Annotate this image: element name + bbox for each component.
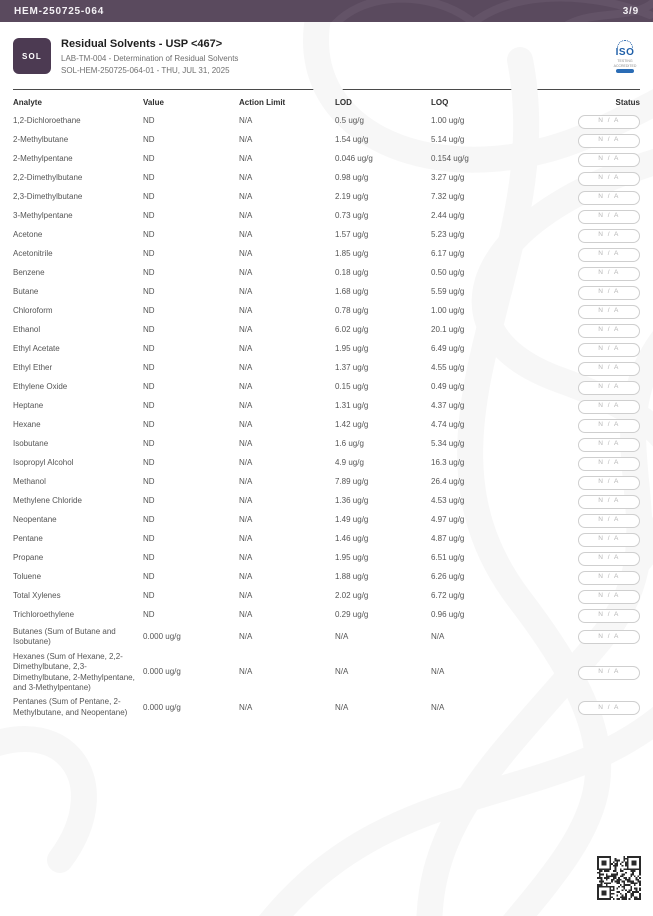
table-rows	[13, 112, 640, 720]
loq-cell: 3.27 ug/g	[431, 173, 465, 183]
analyte-cell: 2,2-Dimethylbutane	[13, 173, 83, 183]
analyte-cell: Heptane	[13, 401, 44, 411]
value-cell: ND	[143, 477, 155, 487]
status-badge: N / A	[578, 286, 640, 300]
value-cell: ND	[143, 154, 155, 164]
loq-cell: N/A	[431, 702, 445, 712]
value-cell: ND	[143, 553, 155, 563]
table-row	[13, 416, 640, 435]
status-cell	[576, 132, 640, 150]
status-badge: N / A	[578, 153, 640, 167]
analyte-cell: Butanes (Sum of Butane and Isobutane)	[13, 627, 116, 647]
lod-cell: 1.57 ug/g	[335, 230, 369, 240]
loq-cell: 4.37 ug/g	[431, 401, 465, 411]
loq-cell: 6.51 ug/g	[431, 553, 465, 563]
analyte-cell: Isopropyl Alcohol	[13, 458, 74, 468]
column-header-action-limit: Action Limit	[239, 98, 286, 107]
action-limit-cell: N/A	[239, 439, 253, 449]
status-cell	[576, 341, 640, 359]
analyte-cell: Total Xylenes	[13, 591, 61, 601]
analyte-cell: 2-Methylpentane	[13, 154, 73, 164]
table-row	[13, 150, 640, 169]
table-row	[13, 625, 640, 650]
status-badge: N / A	[578, 419, 640, 433]
loq-cell: N/A	[431, 632, 445, 642]
lod-cell: 0.73 ug/g	[335, 211, 369, 221]
action-limit-cell: N/A	[239, 667, 253, 677]
lod-cell: 0.15 ug/g	[335, 382, 369, 392]
analyte-cell: Hexane	[13, 420, 41, 430]
analyte-cell: Ethanol	[13, 325, 41, 335]
top-bar	[0, 0, 653, 22]
table-row	[13, 606, 640, 625]
status-badge: N / A	[578, 267, 640, 281]
lod-cell: 1.36 ug/g	[335, 496, 369, 506]
loq-cell: 0.154 ug/g	[431, 154, 469, 164]
lod-cell: 1.46 ug/g	[335, 534, 369, 544]
action-limit-cell: N/A	[239, 135, 253, 145]
table-row	[13, 283, 640, 302]
lod-cell: 4.9 ug/g	[335, 458, 364, 468]
value-cell: ND	[143, 534, 155, 544]
table-row	[13, 264, 640, 283]
iso-logo-subtext: TESTING ACCREDITED	[613, 59, 637, 68]
action-limit-cell: N/A	[239, 401, 253, 411]
value-cell: 0.000 ug/g	[143, 632, 181, 642]
status-cell	[576, 151, 640, 169]
value-cell: 0.000 ug/g	[143, 667, 181, 677]
table-row	[13, 435, 640, 454]
status-badge: N / A	[578, 495, 640, 509]
analyte-cell: Toluene	[13, 572, 42, 582]
value-cell: ND	[143, 344, 155, 354]
table-row	[13, 188, 640, 207]
loq-cell: 16.3 ug/g	[431, 458, 465, 468]
loq-cell: 2.44 ug/g	[431, 211, 465, 221]
lod-cell: 2.02 ug/g	[335, 591, 369, 601]
value-cell: ND	[143, 382, 155, 392]
analyte-cell: Hexanes (Sum of Hexane, 2,2-Dimethylbutane, 2,3-Dimethylbutane, 2-Methylpentane, and 3-Methylpentane)	[13, 651, 135, 692]
lod-cell: 1.88 ug/g	[335, 572, 369, 582]
status-cell	[576, 569, 640, 587]
loq-cell: 6.49 ug/g	[431, 344, 465, 354]
table-row	[13, 321, 640, 340]
action-limit-cell: N/A	[239, 591, 253, 601]
table-row	[13, 695, 640, 720]
analyte-cell: Acetone	[13, 230, 43, 240]
status-cell	[576, 208, 640, 226]
analyte-cell: Trichloroethylene	[13, 610, 75, 620]
lod-cell: 1.95 ug/g	[335, 553, 369, 563]
loq-cell: 5.34 ug/g	[431, 439, 465, 449]
loq-cell: 1.00 ug/g	[431, 116, 465, 126]
column-header-analyte: Analyte	[13, 98, 42, 107]
analyte-cell: 3-Methylpentane	[13, 211, 73, 221]
loq-cell: 6.26 ug/g	[431, 572, 465, 582]
status-badge: N / A	[578, 552, 640, 566]
table-row	[13, 359, 640, 378]
action-limit-cell: N/A	[239, 534, 253, 544]
iso-accreditation-logo	[610, 38, 640, 73]
value-cell: ND	[143, 135, 155, 145]
status-cell	[576, 398, 640, 416]
lod-cell: N/A	[335, 702, 349, 712]
analyte-cell: Pentanes (Sum of Pentane, 2-Methylbutane, and Neopentane)	[13, 697, 128, 717]
page-indicator: 3/9	[622, 5, 639, 17]
table-row	[13, 245, 640, 264]
loq-cell: 6.72 ug/g	[431, 591, 465, 601]
status-cell	[576, 265, 640, 283]
loq-cell: 1.00 ug/g	[431, 306, 465, 316]
loq-cell: 0.96 ug/g	[431, 610, 465, 620]
analyte-cell: Butane	[13, 287, 39, 297]
value-cell: ND	[143, 230, 155, 240]
report-header	[0, 22, 653, 87]
lod-cell: 0.78 ug/g	[335, 306, 369, 316]
column-header-value: Value	[143, 98, 164, 107]
loq-cell: 0.49 ug/g	[431, 382, 465, 392]
status-badge: N / A	[578, 115, 640, 129]
status-badge: N / A	[578, 305, 640, 319]
action-limit-cell: N/A	[239, 477, 253, 487]
loq-cell: 6.17 ug/g	[431, 249, 465, 259]
status-badge: N / A	[578, 571, 640, 585]
table-row	[13, 511, 640, 530]
status-cell	[576, 455, 640, 473]
analyte-cell: Neopentane	[13, 515, 57, 525]
status-badge: N / A	[578, 248, 640, 262]
lod-cell: 7.89 ug/g	[335, 477, 369, 487]
action-limit-cell: N/A	[239, 268, 253, 278]
value-cell: ND	[143, 420, 155, 430]
value-cell: ND	[143, 496, 155, 506]
sample-line: SOL-HEM-250725-064-01 - THU, JUL 31, 2025	[61, 66, 230, 75]
status-badge: N / A	[578, 229, 640, 243]
status-badge: N / A	[578, 533, 640, 547]
action-limit-cell: N/A	[239, 420, 253, 430]
analyte-cell: Ethyl Acetate	[13, 344, 60, 354]
status-cell	[576, 550, 640, 568]
loq-cell: 26.4 ug/g	[431, 477, 465, 487]
table-row	[13, 302, 640, 321]
lod-cell: N/A	[335, 667, 349, 677]
value-cell: ND	[143, 173, 155, 183]
action-limit-cell: N/A	[239, 515, 253, 525]
table-row	[13, 207, 640, 226]
value-cell: 0.000 ug/g	[143, 702, 181, 712]
results-table	[13, 90, 640, 720]
analyte-cell: Benzene	[13, 268, 45, 278]
lod-cell: 1.6 ug/g	[335, 439, 364, 449]
action-limit-cell: N/A	[239, 632, 253, 642]
action-limit-cell: N/A	[239, 116, 253, 126]
action-limit-cell: N/A	[239, 382, 253, 392]
table-row	[13, 473, 640, 492]
status-cell	[576, 284, 640, 302]
sample-id: HEM-250725-064	[14, 5, 105, 17]
table-row	[13, 530, 640, 549]
action-limit-cell: N/A	[239, 553, 253, 563]
title-block	[61, 38, 610, 77]
table-row	[13, 492, 640, 511]
loq-cell: 5.59 ug/g	[431, 287, 465, 297]
value-cell: ND	[143, 439, 155, 449]
action-limit-cell: N/A	[239, 154, 253, 164]
action-limit-cell: N/A	[239, 702, 253, 712]
status-cell	[576, 699, 640, 717]
status-cell	[576, 512, 640, 530]
status-badge: N / A	[578, 400, 640, 414]
loq-cell: 4.87 ug/g	[431, 534, 465, 544]
lod-cell: 1.49 ug/g	[335, 515, 369, 525]
action-limit-cell: N/A	[239, 496, 253, 506]
status-cell	[576, 607, 640, 625]
lod-cell: 0.5 ug/g	[335, 116, 364, 126]
analyte-cell: Propane	[13, 553, 44, 563]
analyte-cell: Isobutane	[13, 439, 49, 449]
table-row	[13, 397, 640, 416]
iso-logo-text: ISO	[615, 47, 635, 58]
value-cell: ND	[143, 306, 155, 316]
analyte-cell: Ethyl Ether	[13, 363, 53, 373]
column-header-loq: LOQ	[431, 98, 449, 107]
column-header-lod: LOD	[335, 98, 352, 107]
lod-cell: 6.02 ug/g	[335, 325, 369, 335]
action-limit-cell: N/A	[239, 458, 253, 468]
status-cell	[576, 379, 640, 397]
status-badge: N / A	[578, 514, 640, 528]
lod-cell: 2.19 ug/g	[335, 192, 369, 202]
status-cell	[576, 628, 640, 646]
lod-cell: 1.54 ug/g	[335, 135, 369, 145]
lod-cell: N/A	[335, 632, 349, 642]
value-cell: ND	[143, 610, 155, 620]
status-badge: N / A	[578, 191, 640, 205]
analyte-cell: Methylene Chloride	[13, 496, 82, 506]
loq-cell: 4.55 ug/g	[431, 363, 465, 373]
loq-cell: 20.1 ug/g	[431, 325, 465, 335]
lod-cell: 0.046 ug/g	[335, 154, 373, 164]
status-badge: N / A	[578, 324, 640, 338]
status-cell	[576, 474, 640, 492]
status-badge: N / A	[578, 438, 640, 452]
analyte-cell: 2-Methylbutane	[13, 135, 69, 145]
table-header-row	[13, 90, 640, 112]
value-cell: ND	[143, 268, 155, 278]
analyte-cell: Acetonitrile	[13, 249, 53, 259]
status-cell	[576, 417, 640, 435]
status-cell	[576, 436, 640, 454]
status-badge: N / A	[578, 701, 640, 715]
table-row	[13, 454, 640, 473]
value-cell: ND	[143, 572, 155, 582]
status-cell	[576, 322, 640, 340]
analyte-cell: Ethylene Oxide	[13, 382, 68, 392]
value-cell: ND	[143, 591, 155, 601]
lod-cell: 0.98 ug/g	[335, 173, 369, 183]
action-limit-cell: N/A	[239, 249, 253, 259]
loq-cell: 5.23 ug/g	[431, 230, 465, 240]
table-row	[13, 587, 640, 606]
lod-cell: 1.42 ug/g	[335, 420, 369, 430]
value-cell: ND	[143, 515, 155, 525]
status-badge: N / A	[578, 457, 640, 471]
lod-cell: 1.95 ug/g	[335, 344, 369, 354]
status-badge: N / A	[578, 609, 640, 623]
loq-cell: 4.53 ug/g	[431, 496, 465, 506]
status-badge: N / A	[578, 476, 640, 490]
table-row	[13, 340, 640, 359]
table-row	[13, 169, 640, 188]
status-cell	[576, 588, 640, 606]
value-cell: ND	[143, 401, 155, 411]
lod-cell: 0.18 ug/g	[335, 268, 369, 278]
action-limit-cell: N/A	[239, 230, 253, 240]
table-row	[13, 378, 640, 397]
action-limit-cell: N/A	[239, 192, 253, 202]
analyte-cell: 1,2-Dichloroethane	[13, 116, 81, 126]
table-row	[13, 650, 640, 696]
status-cell	[576, 664, 640, 682]
value-cell: ND	[143, 249, 155, 259]
status-badge: N / A	[578, 590, 640, 604]
lod-cell: 1.85 ug/g	[335, 249, 369, 259]
test-type-badge: SOL	[13, 38, 51, 74]
loq-cell: 0.50 ug/g	[431, 268, 465, 278]
action-limit-cell: N/A	[239, 211, 253, 221]
value-cell: ND	[143, 192, 155, 202]
status-cell	[576, 360, 640, 378]
method-line: LAB-TM-004 - Determination of Residual Solvents	[61, 54, 239, 63]
analyte-cell: 2,3-Dimethylbutane	[13, 192, 83, 202]
column-header-status: Status	[615, 98, 640, 107]
lod-cell: 1.68 ug/g	[335, 287, 369, 297]
value-cell: ND	[143, 116, 155, 126]
status-badge: N / A	[578, 210, 640, 224]
loq-cell: N/A	[431, 667, 445, 677]
status-cell	[576, 493, 640, 511]
action-limit-cell: N/A	[239, 287, 253, 297]
action-limit-cell: N/A	[239, 610, 253, 620]
loq-cell: 5.14 ug/g	[431, 135, 465, 145]
table-row	[13, 112, 640, 131]
loq-cell: 4.97 ug/g	[431, 515, 465, 525]
analyte-cell: Chloroform	[13, 306, 53, 316]
status-badge: N / A	[578, 172, 640, 186]
table-row	[13, 549, 640, 568]
status-badge: N / A	[578, 630, 640, 644]
action-limit-cell: N/A	[239, 173, 253, 183]
action-limit-cell: N/A	[239, 572, 253, 582]
status-badge: N / A	[578, 362, 640, 376]
loq-cell: 7.32 ug/g	[431, 192, 465, 202]
value-cell: ND	[143, 458, 155, 468]
status-cell	[576, 531, 640, 549]
status-badge: N / A	[578, 381, 640, 395]
status-badge: N / A	[578, 666, 640, 680]
status-cell	[576, 227, 640, 245]
status-badge: N / A	[578, 343, 640, 357]
action-limit-cell: N/A	[239, 363, 253, 373]
action-limit-cell: N/A	[239, 325, 253, 335]
lod-cell: 1.37 ug/g	[335, 363, 369, 373]
value-cell: ND	[143, 363, 155, 373]
value-cell: ND	[143, 287, 155, 297]
status-cell	[576, 113, 640, 131]
status-cell	[576, 246, 640, 264]
loq-cell: 4.74 ug/g	[431, 420, 465, 430]
status-cell	[576, 189, 640, 207]
action-limit-cell: N/A	[239, 344, 253, 354]
value-cell: ND	[143, 211, 155, 221]
lod-cell: 1.31 ug/g	[335, 401, 369, 411]
analyte-cell: Pentane	[13, 534, 43, 544]
value-cell: ND	[143, 325, 155, 335]
table-row	[13, 568, 640, 587]
analyte-cell: Methanol	[13, 477, 46, 487]
status-cell	[576, 170, 640, 188]
qr-code	[597, 856, 641, 900]
table-row	[13, 131, 640, 150]
status-badge: N / A	[578, 134, 640, 148]
status-cell	[576, 303, 640, 321]
action-limit-cell: N/A	[239, 306, 253, 316]
lod-cell: 0.29 ug/g	[335, 610, 369, 620]
iso-logo-bar	[616, 69, 634, 73]
report-title: Residual Solvents - USP <467>	[61, 38, 223, 50]
table-row	[13, 226, 640, 245]
